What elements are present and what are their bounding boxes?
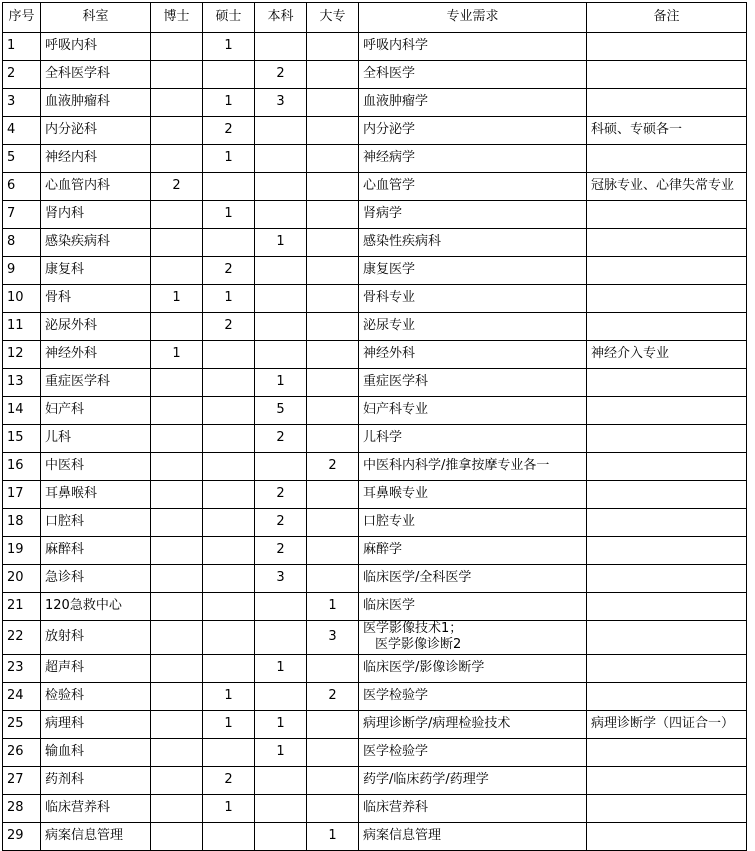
cell-phd	[151, 766, 203, 794]
cell-remark: 神经介入专业	[587, 341, 747, 369]
cell-remark	[587, 285, 747, 313]
cell-phd	[151, 425, 203, 453]
cell-dept: 血液肿瘤科	[41, 89, 151, 117]
cell-major: 医学检验学	[359, 738, 587, 766]
cell-dept: 心血管内科	[41, 173, 151, 201]
table-row	[3, 738, 747, 766]
table-row	[3, 89, 747, 117]
cell-college	[307, 710, 359, 738]
cell-college: 2	[307, 453, 359, 481]
table-row	[3, 453, 747, 481]
cell-bachelor	[255, 794, 307, 822]
cell-remark	[587, 397, 747, 425]
cell-college	[307, 794, 359, 822]
cell-college	[307, 509, 359, 537]
cell-major: 临床营养科	[359, 794, 587, 822]
cell-master: 2	[203, 117, 255, 145]
cell-bachelor: 1	[255, 369, 307, 397]
cell-dept: 急诊科	[41, 565, 151, 593]
cell-seq: 26	[3, 738, 41, 766]
cell-phd	[151, 89, 203, 117]
cell-phd	[151, 682, 203, 710]
cell-college	[307, 117, 359, 145]
cell-bachelor	[255, 453, 307, 481]
cell-master	[203, 654, 255, 682]
table-row	[3, 593, 747, 621]
cell-remark	[587, 537, 747, 565]
table-row	[3, 509, 747, 537]
cell-seq: 12	[3, 341, 41, 369]
column-header-bachelor: 本科	[255, 3, 307, 33]
cell-bachelor	[255, 313, 307, 341]
cell-phd	[151, 397, 203, 425]
table-row	[3, 621, 747, 655]
table-row	[3, 313, 747, 341]
table-row	[3, 710, 747, 738]
cell-phd	[151, 33, 203, 61]
cell-dept: 骨科	[41, 285, 151, 313]
cell-phd	[151, 313, 203, 341]
cell-seq: 15	[3, 425, 41, 453]
table-row	[3, 794, 747, 822]
cell-remark: 科硕、专硕各一	[587, 117, 747, 145]
cell-college	[307, 341, 359, 369]
cell-seq: 13	[3, 369, 41, 397]
cell-major: 病案信息管理	[359, 822, 587, 850]
cell-dept: 泌尿外科	[41, 313, 151, 341]
cell-major: 临床医学/全科医学	[359, 565, 587, 593]
cell-remark	[587, 369, 747, 397]
cell-major: 麻醉学	[359, 537, 587, 565]
cell-major: 口腔专业	[359, 509, 587, 537]
cell-master	[203, 397, 255, 425]
cell-major: 心血管学	[359, 173, 587, 201]
cell-master	[203, 565, 255, 593]
cell-master	[203, 229, 255, 257]
cell-college: 1	[307, 593, 359, 621]
cell-remark	[587, 593, 747, 621]
table-row	[3, 565, 747, 593]
cell-master: 1	[203, 285, 255, 313]
cell-dept: 放射科	[41, 621, 151, 655]
table-row	[3, 397, 747, 425]
cell-seq: 2	[3, 61, 41, 89]
cell-college: 3	[307, 621, 359, 655]
cell-phd	[151, 229, 203, 257]
cell-college	[307, 565, 359, 593]
cell-dept: 感染疾病科	[41, 229, 151, 257]
cell-master	[203, 61, 255, 89]
cell-bachelor: 1	[255, 710, 307, 738]
cell-master: 1	[203, 710, 255, 738]
cell-phd	[151, 710, 203, 738]
cell-college	[307, 145, 359, 173]
cell-dept: 神经内科	[41, 145, 151, 173]
cell-college	[307, 397, 359, 425]
table-row	[3, 369, 747, 397]
table-body	[3, 33, 747, 851]
cell-remark	[587, 565, 747, 593]
cell-dept: 耳鼻喉科	[41, 481, 151, 509]
cell-college	[307, 481, 359, 509]
cell-seq: 23	[3, 654, 41, 682]
cell-bachelor	[255, 621, 307, 655]
cell-college	[307, 738, 359, 766]
cell-phd	[151, 453, 203, 481]
cell-master	[203, 509, 255, 537]
cell-remark	[587, 481, 747, 509]
cell-remark	[587, 738, 747, 766]
cell-remark	[587, 201, 747, 229]
cell-remark	[587, 257, 747, 285]
cell-major: 耳鼻喉专业	[359, 481, 587, 509]
table-row	[3, 117, 747, 145]
cell-major: 妇产科专业	[359, 397, 587, 425]
cell-master	[203, 738, 255, 766]
cell-master: 1	[203, 794, 255, 822]
cell-master	[203, 537, 255, 565]
cell-major: 药学/临床药学/药理学	[359, 766, 587, 794]
column-header-major: 专业需求	[359, 3, 587, 33]
cell-bachelor	[255, 257, 307, 285]
table-row	[3, 766, 747, 794]
cell-dept: 内分泌科	[41, 117, 151, 145]
cell-master	[203, 621, 255, 655]
cell-seq: 29	[3, 822, 41, 850]
cell-bachelor: 5	[255, 397, 307, 425]
cell-seq: 27	[3, 766, 41, 794]
cell-master: 2	[203, 766, 255, 794]
cell-dept: 病案信息管理	[41, 822, 151, 850]
cell-college	[307, 537, 359, 565]
cell-seq: 25	[3, 710, 41, 738]
cell-seq: 1	[3, 33, 41, 61]
cell-college: 1	[307, 822, 359, 850]
cell-remark	[587, 822, 747, 850]
cell-phd	[151, 481, 203, 509]
cell-seq: 7	[3, 201, 41, 229]
table-row	[3, 173, 747, 201]
cell-bachelor	[255, 201, 307, 229]
cell-dept: 儿科	[41, 425, 151, 453]
cell-bachelor	[255, 822, 307, 850]
cell-college	[307, 229, 359, 257]
table-row	[3, 229, 747, 257]
column-header-college: 大专	[307, 3, 359, 33]
column-header-seq: 序号	[3, 3, 41, 33]
cell-college	[307, 425, 359, 453]
cell-seq: 18	[3, 509, 41, 537]
recruitment-table	[2, 2, 747, 851]
cell-master: 1	[203, 33, 255, 61]
cell-phd: 2	[151, 173, 203, 201]
cell-college: 2	[307, 682, 359, 710]
cell-bachelor: 2	[255, 61, 307, 89]
cell-seq: 19	[3, 537, 41, 565]
cell-seq: 21	[3, 593, 41, 621]
cell-remark	[587, 33, 747, 61]
cell-seq: 10	[3, 285, 41, 313]
cell-remark	[587, 425, 747, 453]
cell-master: 2	[203, 257, 255, 285]
cell-dept: 呼吸内科	[41, 33, 151, 61]
cell-seq: 22	[3, 621, 41, 655]
cell-bachelor	[255, 285, 307, 313]
column-header-remark: 备注	[587, 3, 747, 33]
cell-major: 骨科专业	[359, 285, 587, 313]
cell-master: 2	[203, 313, 255, 341]
cell-seq: 9	[3, 257, 41, 285]
cell-bachelor	[255, 341, 307, 369]
cell-bachelor	[255, 682, 307, 710]
cell-bachelor	[255, 145, 307, 173]
cell-phd	[151, 654, 203, 682]
cell-major: 重症医学科	[359, 369, 587, 397]
cell-phd	[151, 201, 203, 229]
cell-phd	[151, 369, 203, 397]
cell-seq: 11	[3, 313, 41, 341]
cell-phd: 1	[151, 341, 203, 369]
cell-remark	[587, 89, 747, 117]
cell-major: 临床医学	[359, 593, 587, 621]
cell-phd	[151, 509, 203, 537]
cell-dept: 肾内科	[41, 201, 151, 229]
cell-master	[203, 341, 255, 369]
cell-seq: 4	[3, 117, 41, 145]
column-header-dept: 科室	[41, 3, 151, 33]
table-row	[3, 654, 747, 682]
cell-major: 肾病学	[359, 201, 587, 229]
cell-college	[307, 201, 359, 229]
cell-dept: 药剂科	[41, 766, 151, 794]
cell-bachelor	[255, 593, 307, 621]
cell-phd	[151, 738, 203, 766]
table-row	[3, 285, 747, 313]
cell-remark: 病理诊断学（四证合一）	[587, 710, 747, 738]
cell-remark	[587, 766, 747, 794]
cell-bachelor	[255, 173, 307, 201]
cell-dept: 输血科	[41, 738, 151, 766]
cell-dept: 全科医学科	[41, 61, 151, 89]
cell-dept: 检验科	[41, 682, 151, 710]
table-row	[3, 257, 747, 285]
cell-seq: 5	[3, 145, 41, 173]
table-row	[3, 201, 747, 229]
cell-major: 泌尿专业	[359, 313, 587, 341]
cell-college	[307, 61, 359, 89]
cell-dept: 重症医学科	[41, 369, 151, 397]
cell-remark	[587, 621, 747, 655]
column-header-master: 硕士	[203, 3, 255, 33]
cell-college	[307, 766, 359, 794]
cell-major: 血液肿瘤学	[359, 89, 587, 117]
cell-master	[203, 822, 255, 850]
table-row	[3, 341, 747, 369]
cell-remark	[587, 61, 747, 89]
cell-remark	[587, 509, 747, 537]
cell-remark	[587, 654, 747, 682]
cell-dept: 麻醉科	[41, 537, 151, 565]
table-row	[3, 33, 747, 61]
cell-remark	[587, 229, 747, 257]
table-row	[3, 537, 747, 565]
cell-college	[307, 257, 359, 285]
cell-college	[307, 369, 359, 397]
cell-remark	[587, 682, 747, 710]
table-row	[3, 425, 747, 453]
cell-bachelor: 2	[255, 509, 307, 537]
cell-master	[203, 425, 255, 453]
cell-remark	[587, 145, 747, 173]
cell-seq: 20	[3, 565, 41, 593]
cell-bachelor: 2	[255, 481, 307, 509]
cell-major: 全科医学	[359, 61, 587, 89]
cell-major: 儿科学	[359, 425, 587, 453]
cell-major: 神经外科	[359, 341, 587, 369]
cell-college	[307, 313, 359, 341]
cell-master	[203, 369, 255, 397]
cell-major: 中医科内科学/推拿按摩专业各一	[359, 453, 587, 481]
cell-phd	[151, 257, 203, 285]
cell-major-line2: 医学影像诊断2	[375, 637, 462, 653]
table-row	[3, 822, 747, 850]
cell-phd	[151, 593, 203, 621]
cell-major: 呼吸内科学	[359, 33, 587, 61]
cell-seq: 28	[3, 794, 41, 822]
table-row	[3, 145, 747, 173]
cell-phd	[151, 621, 203, 655]
cell-bachelor: 1	[255, 738, 307, 766]
cell-bachelor	[255, 766, 307, 794]
cell-major: 医学检验学	[359, 682, 587, 710]
cell-remark	[587, 313, 747, 341]
cell-phd	[151, 822, 203, 850]
cell-phd: 1	[151, 285, 203, 313]
cell-master	[203, 453, 255, 481]
cell-remark	[587, 794, 747, 822]
cell-master	[203, 593, 255, 621]
cell-major: 内分泌学	[359, 117, 587, 145]
table-row	[3, 682, 747, 710]
cell-seq: 14	[3, 397, 41, 425]
cell-seq: 6	[3, 173, 41, 201]
cell-college	[307, 89, 359, 117]
cell-master: 1	[203, 145, 255, 173]
cell-seq: 16	[3, 453, 41, 481]
cell-dept: 妇产科	[41, 397, 151, 425]
cell-bachelor: 2	[255, 537, 307, 565]
table-row	[3, 61, 747, 89]
cell-seq: 8	[3, 229, 41, 257]
cell-major: 感染性疾病科	[359, 229, 587, 257]
cell-master	[203, 173, 255, 201]
cell-bachelor: 1	[255, 654, 307, 682]
cell-college	[307, 173, 359, 201]
table-header-row	[3, 3, 747, 33]
cell-dept: 临床营养科	[41, 794, 151, 822]
cell-seq: 17	[3, 481, 41, 509]
cell-phd	[151, 794, 203, 822]
cell-master: 1	[203, 89, 255, 117]
cell-bachelor	[255, 117, 307, 145]
cell-remark: 冠脉专业、心律失常专业	[587, 173, 747, 201]
cell-phd	[151, 537, 203, 565]
cell-master: 1	[203, 201, 255, 229]
cell-major-line1: 医学影像技术1；	[363, 621, 463, 636]
cell-dept: 病理科	[41, 710, 151, 738]
cell-major: 神经病学	[359, 145, 587, 173]
cell-major: 临床医学/影像诊断学	[359, 654, 587, 682]
cell-phd	[151, 61, 203, 89]
cell-dept: 神经外科	[41, 341, 151, 369]
table-row	[3, 481, 747, 509]
cell-dept: 120急救中心	[41, 593, 151, 621]
cell-major	[359, 621, 587, 655]
cell-remark	[587, 453, 747, 481]
cell-college	[307, 285, 359, 313]
cell-bachelor: 2	[255, 425, 307, 453]
cell-dept: 口腔科	[41, 509, 151, 537]
cell-phd	[151, 145, 203, 173]
cell-dept: 超声科	[41, 654, 151, 682]
cell-bachelor: 3	[255, 89, 307, 117]
cell-seq: 24	[3, 682, 41, 710]
cell-bachelor: 3	[255, 565, 307, 593]
cell-dept: 中医科	[41, 453, 151, 481]
cell-seq: 3	[3, 89, 41, 117]
cell-college	[307, 654, 359, 682]
cell-dept: 康复科	[41, 257, 151, 285]
column-header-phd: 博士	[151, 3, 203, 33]
cell-master: 1	[203, 682, 255, 710]
cell-bachelor	[255, 33, 307, 61]
cell-college	[307, 33, 359, 61]
cell-phd	[151, 565, 203, 593]
cell-phd	[151, 117, 203, 145]
cell-bachelor: 1	[255, 229, 307, 257]
cell-master	[203, 481, 255, 509]
cell-major: 康复医学	[359, 257, 587, 285]
cell-major: 病理诊断学/病理检验技术	[359, 710, 587, 738]
